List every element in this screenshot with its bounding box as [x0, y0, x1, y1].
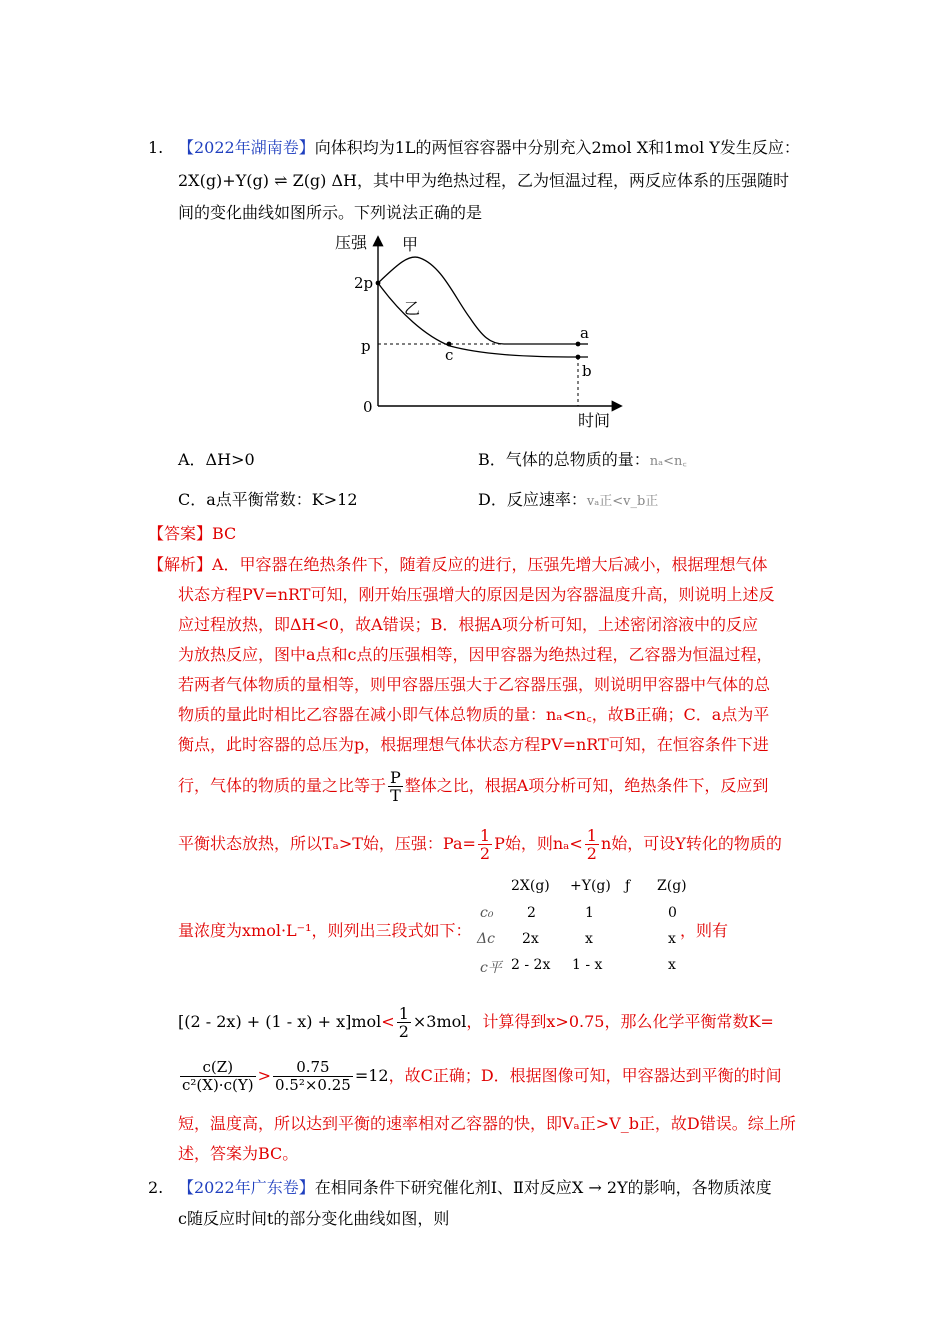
y-axis-title: 压强	[335, 233, 368, 252]
analysis-line-9-mid: P始，则nₐ<	[494, 834, 583, 853]
fraction-half-2-den: 2	[586, 844, 597, 863]
table-header-z: Z(g)	[657, 878, 687, 894]
analysis-line-1: 【解析】A．甲容器在绝热条件下，随着反应的进行，压强先增大后减小，根据理想气体	[148, 555, 768, 574]
fraction-k-value-denominator: 0.5²×0.25	[274, 1076, 351, 1094]
analysis-line-9-end: n始，可设Y转化的物质的	[600, 834, 782, 853]
analysis-line-4: 为放热反应，图中a点和c点的压强相等，因甲容器为绝热过程，乙容器为恒温过程，	[178, 645, 773, 664]
table-row-eq-label: c平	[480, 960, 502, 976]
fraction-p: P	[390, 768, 401, 787]
point-a	[576, 342, 581, 347]
curve-yi-label: 乙	[404, 299, 421, 318]
point-a-label: a	[580, 324, 589, 342]
analysis-line-8-start: 行，气体的物质的量之比等于	[178, 776, 387, 795]
analysis-line-7: 衡点，此时容器的总压为p，根据理想气体状态方程PV=nRT可知，在恒容条件下进	[178, 735, 769, 754]
fraction-half-3-den: 2	[398, 1022, 409, 1041]
fraction-half-3-num: 1	[398, 1004, 409, 1023]
table-header-y: +Y(g)	[570, 878, 611, 894]
analysis-line-6: 物质的量此时相比乙容器在减小即气体总物质的量：nₐ<n꜀，故B正确；C．a点为平	[178, 705, 770, 724]
question-1-stem-line-2: 2X(g)+Y(g) ⇌ Z(g) ΔH，其中甲为绝热过程，乙为恒温过程，两反应体系的压强随时	[178, 171, 790, 190]
analysis-line-12-equals: =12	[354, 1066, 389, 1085]
analysis-line-12-end: ，故C正确；D．根据图像可知，甲容器达到平衡的时间	[388, 1066, 782, 1085]
fraction-half-2-num: 1	[586, 826, 597, 845]
option-b-expression: nₐ<n꜀	[649, 454, 687, 469]
table-header-2x: 2X(g)	[511, 878, 550, 894]
table-row-c0-x: 2	[527, 905, 536, 921]
answer: 【答案】BC	[148, 524, 237, 543]
tick-0: 0	[363, 398, 373, 416]
table-row-delta-x: 2x	[522, 931, 539, 947]
analysis-line-13: 短，温度高，所以达到平衡的速率相对乙容器的快，即Vₐ正>V_b正，故D错误。综上所	[178, 1114, 796, 1133]
question-2-source-tag: 【2022年广东卷】	[178, 1178, 315, 1197]
point-b-label: b	[582, 362, 592, 380]
option-d	[478, 488, 658, 514]
option-b	[478, 448, 687, 474]
pressure-time-figure	[330, 228, 630, 433]
tick-p: p	[361, 337, 371, 355]
analysis-line-8	[178, 766, 768, 806]
option-d-text: D．反应速率：	[478, 490, 587, 509]
analysis-line-11-three-mol: ×3mol	[412, 1012, 467, 1031]
analysis-line-12-greater-than: >	[257, 1066, 271, 1085]
question-2-stem-text-1: 在相同条件下研究催化剂Ⅰ、Ⅱ对反应X → 2Y的影响，各物质浓度	[314, 1178, 772, 1197]
analysis-line-2: 状态方程PV=nRT可知，刚开始压强增大的原因是因为容器温度升高，则说明上述反	[178, 585, 775, 604]
question-1-stem-line-1	[178, 136, 800, 160]
analysis-line-11-expression: [(2 - 2x) + (1 - x) + x]mol	[178, 1012, 382, 1031]
point-b	[576, 355, 581, 360]
analysis-line-11	[178, 1002, 774, 1042]
question-2-number: 2.	[148, 1178, 164, 1197]
analysis-line-3: 应过程放热，即ΔH<0，故A错误；B．根据A项分析可知，上述密闭溶液中的反应	[178, 615, 758, 634]
fraction-half-3	[397, 1005, 411, 1040]
x-axis-title: 时间	[578, 411, 611, 430]
analysis-line-10-start: 量浓度为xmol·L⁻¹，则列出三段式如下：	[178, 921, 472, 940]
table-row-c0-z: 0	[668, 905, 677, 921]
fraction-p-over-t	[388, 769, 403, 804]
analysis-line-11-less-than: <	[381, 1012, 395, 1031]
question-1-source-tag: 【2022年湖南卷】	[178, 138, 315, 157]
table-row-delta-label: Δc	[477, 931, 495, 947]
point-c-label: c	[445, 346, 454, 364]
fraction-k-value	[273, 1059, 353, 1094]
option-a: A．ΔH>0	[178, 450, 255, 469]
question-2-stem-line-1	[178, 1176, 772, 1200]
option-d-expression: vₐ正<v_b正	[586, 494, 659, 509]
question-1-number: 1.	[148, 138, 164, 157]
analysis-line-8-end: 整体之比，根据A项分析可知，绝热条件下，反应到	[404, 776, 769, 795]
analysis-line-14: 述，答案为BC。	[178, 1144, 299, 1163]
table-row-delta-z: x	[668, 931, 676, 947]
fraction-k-numerator: c(Z)	[180, 1059, 256, 1077]
analysis-line-9	[178, 824, 782, 864]
analysis-line-5: 若两者气体物质的量相等，则甲容器压强大于乙容器压强，则说明甲容器中气体的总	[178, 675, 771, 694]
fraction-half-1-num: 1	[479, 826, 491, 845]
question-2-stem-line-2: c随反应时间t的部分变化曲线如图，则	[178, 1209, 450, 1228]
point-2p	[376, 281, 381, 286]
analysis-line-9-start: 平衡状态放热，所以Tₐ>T始，压强：Pa=	[178, 834, 476, 853]
table-row-eq-y: 1 - x	[572, 957, 603, 973]
fraction-k-denominator: c²(X)·c(Y)	[182, 1076, 254, 1094]
table-header-equilibrium-arrow: ƒ	[625, 878, 631, 894]
table-row-c0-y: 1	[585, 905, 594, 921]
curve-yi	[378, 283, 588, 357]
fraction-half-1-den: 2	[479, 844, 491, 863]
question-1-stem-text-1: 向体积均为1L的两恒容容器中分别充入2mol X和1mol Y发生反应：	[314, 138, 800, 157]
table-row-eq-z: x	[668, 957, 676, 973]
curve-jia-label: 甲	[402, 235, 419, 254]
question-1-stem-line-3: 间的变化曲线如图所示。下列说法正确的是	[178, 203, 483, 222]
table-row-eq-x: 2 - 2x	[511, 957, 551, 973]
option-c: C．a点平衡常数：K>12	[178, 490, 358, 509]
analysis-line-12	[178, 1056, 782, 1096]
analysis-line-10-end: ，则有	[680, 921, 729, 940]
fraction-half-1	[478, 827, 492, 862]
tick-2p: 2p	[354, 274, 374, 292]
option-b-text: B．气体的总物质的量：	[478, 450, 650, 469]
fraction-k-expression	[180, 1059, 256, 1094]
fraction-k-value-numerator: 0.75	[273, 1059, 353, 1077]
table-row-delta-y: x	[585, 931, 593, 947]
fraction-t: T	[390, 786, 401, 805]
table-row-c0-label: c₀	[480, 905, 494, 921]
analysis-line-11-end: ，计算得到x>0.75，那么化学平衡常数K=	[466, 1012, 774, 1031]
fraction-half-2	[585, 827, 599, 862]
